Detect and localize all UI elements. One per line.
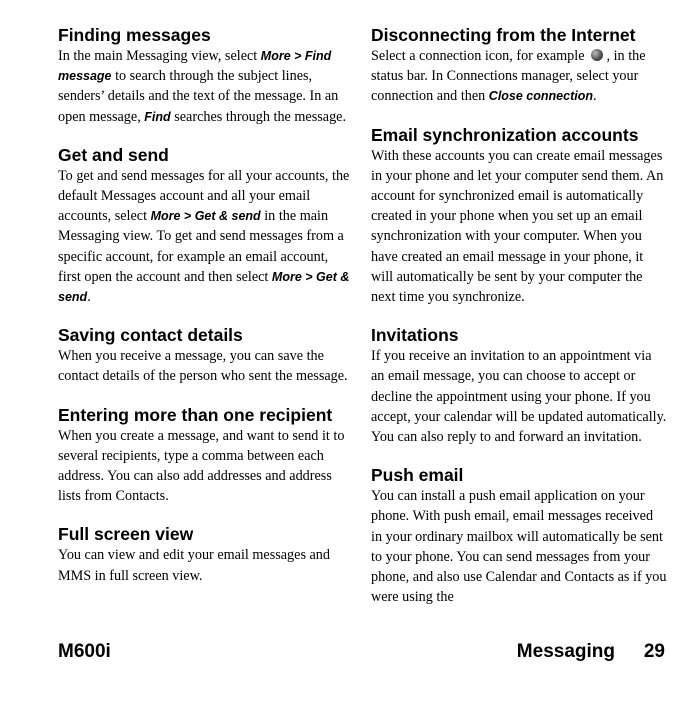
section-title: Invitations [371,325,459,346]
section-finding-messages [58,24,354,127]
section-title: Email synchronization accounts [371,124,639,145]
footer-model: M600i [58,641,111,662]
section-title: Finding messages [58,25,211,45]
ui-command: More > Get & send [150,209,261,224]
section-full-screen-view [58,523,354,585]
section-body: If you receive an invitation to an appointment via an email message, you can choose to accept or decline the appointment using your phone. If you accept, your calendar will be updated automatically. You can also reply to and forward an invitation. [371,348,667,446]
ui-command: More > Find message [58,49,332,84]
footer-chapter: Messaging [516,641,615,662]
section-disconnecting [371,24,667,107]
section-title: Entering more than one recipient [58,404,333,425]
section-entering-recipients [58,404,354,507]
section-email-sync-accounts [371,124,667,308]
section-title: Full screen view [58,524,194,545]
ui-command: Close connection [488,89,593,104]
section-body: You can install a push email application on your phone. With push email, email messages received in your ordinary mailbox will automatically be sent to your phone. You can send messages from your phone, and also use Calendar and Contacts as if you were using the [371,488,667,606]
ui-command: More > Get & send [58,269,350,305]
section-body: When you receive a message, you can save the contact details of the person who sent the message. [58,348,348,385]
footer-page-number: 29 [643,641,665,662]
ui-command: Find [144,109,171,124]
section-invitations [371,324,667,447]
section-title: Get and send [58,144,169,165]
section-body: Select a connection icon, for example , in the status bar. In Connections manager, select your connection and then Close connection. [371,48,646,105]
right-column [371,24,667,624]
connection-status-icon [591,49,603,61]
section-body: When you create a message, and want to send it to several recipients, type a comma between each address. You can also add addresses and address lists from Contacts. [58,427,345,505]
left-column [58,24,354,603]
section-title: Disconnecting from the Internet [371,25,636,45]
section-title: Saving contact details [58,325,243,346]
section-saving-contact-details [58,324,354,386]
section-push-email [371,464,667,607]
section-body: To get and send messages for all your accounts, the default Messages account and all your email accounts, select More > Get & send in the main Messaging view. To get and send messages from a specific account, for example an email account, first open the account and then select More > Get & send. [58,167,350,306]
page-footer [58,640,665,664]
section-get-and-send [58,144,354,307]
section-body: In the main Messaging view, select More > Find message to search through the subject lines, senders’ details and the text of the message. In an open message, Find searches through the message. [58,48,347,125]
section-body: With these accounts you can create email messages in your phone and let your computer send them. An account for synchronized email is automatically created in your phone when you set up an email synchronization with your computer. When you have created an email message in your phone, it will automatically be sent by your computer the next time you synchronize. [371,147,664,306]
section-body: You can view and edit your email messages and MMS in full screen view. [58,547,330,584]
section-title: Push email [371,465,464,486]
